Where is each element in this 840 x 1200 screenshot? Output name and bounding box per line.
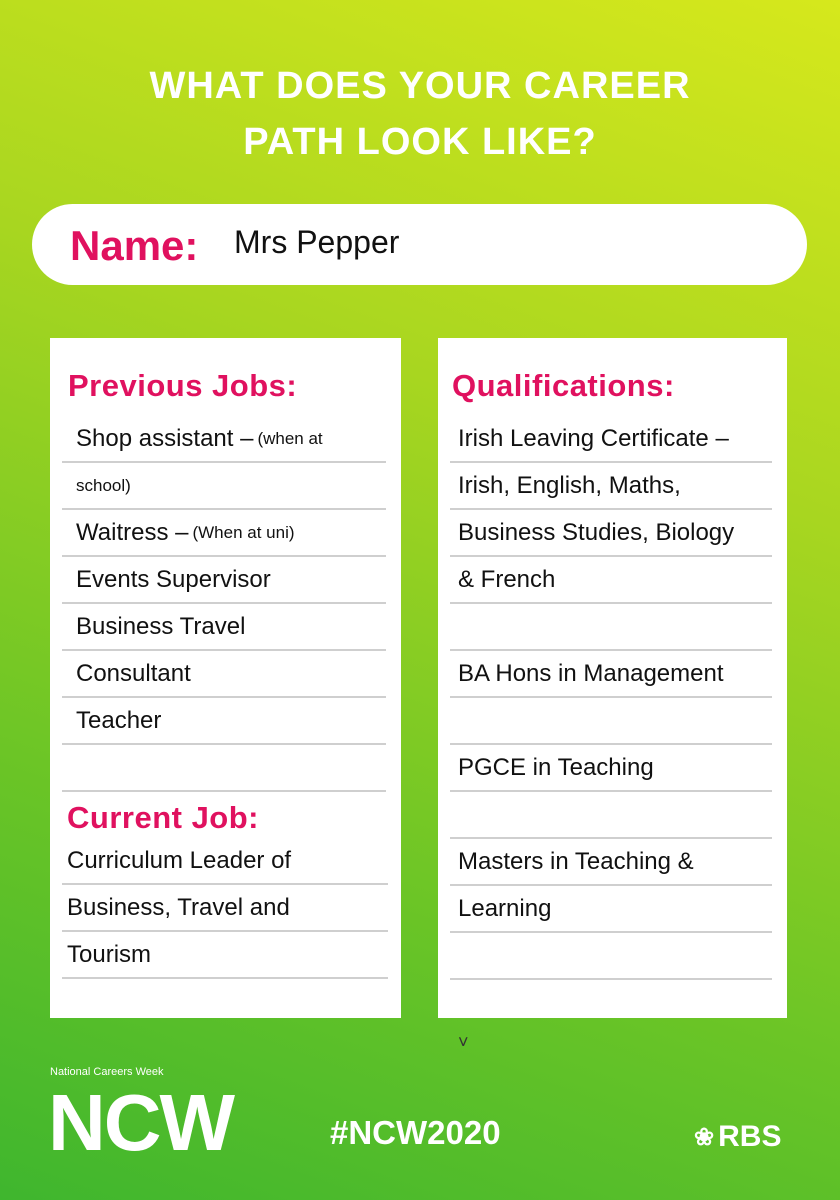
list-item (62, 463, 386, 510)
list-item (450, 745, 772, 792)
qualification-line: PGCE in Teaching (458, 753, 654, 781)
list-item (450, 698, 772, 745)
list-item (62, 604, 386, 651)
list-item (62, 838, 388, 885)
ncw-caption: National Careers Week (50, 1066, 164, 1078)
list-item (62, 745, 386, 792)
list-item (450, 839, 772, 886)
job-note: (When at uni) (192, 522, 295, 542)
qualification-line: Business Studies, Biology (458, 518, 735, 546)
name-field[interactable] (32, 204, 807, 285)
qualification-line: Irish Leaving Certificate – (458, 424, 729, 452)
qualification-line: Irish, English, Maths, (458, 471, 681, 499)
page-title (0, 58, 840, 170)
name-value: Mrs Pepper (234, 224, 400, 260)
list-item (450, 933, 772, 980)
list-item (62, 698, 386, 745)
job-title: Business Travel (76, 612, 246, 640)
list-item (450, 886, 772, 933)
current-job-line: Tourism (67, 940, 152, 968)
list-item (450, 510, 772, 557)
previous-jobs-heading: Previous Jobs: (68, 368, 298, 403)
job-note: (when at (257, 428, 323, 448)
qualification-line: BA Hons in Management (458, 659, 724, 687)
list-item (62, 510, 386, 557)
jobs-card (50, 338, 401, 1018)
qualification-line: Learning (458, 894, 552, 922)
rbs-daisy-icon: ❀ (694, 1123, 715, 1151)
list-item (62, 651, 386, 698)
chevron-down-icon: ˅ (458, 1032, 469, 1052)
job-note: school) (76, 475, 131, 495)
job-title: Events Supervisor (76, 565, 271, 593)
job-title: Teacher (76, 706, 162, 734)
current-job-heading: Current Job: (67, 800, 259, 835)
list-item (62, 557, 386, 604)
sponsor-name: RBS (718, 1120, 782, 1153)
qualifications-card (438, 338, 787, 1018)
list-item (450, 651, 772, 698)
list-item (450, 792, 772, 839)
job-title: Waitress – (76, 518, 189, 546)
current-job-line: Curriculum Leader of (67, 846, 292, 874)
list-item (450, 604, 772, 651)
sponsor-logo (694, 1120, 781, 1154)
hashtag: #NCW2020 (330, 1114, 501, 1151)
list-item (450, 416, 772, 463)
ncw-logo: NCW (48, 1078, 234, 1167)
list-item (450, 557, 772, 604)
list-item (62, 932, 388, 979)
title-line-1: WHAT DOES YOUR CAREER (149, 65, 691, 107)
qualification-line: Masters in Teaching & (458, 847, 694, 875)
qualification-line: & French (458, 565, 556, 593)
title-line-2: PATH LOOK LIKE? (243, 121, 597, 163)
job-title: Consultant (76, 659, 191, 687)
current-job-line: Business, Travel and (67, 893, 290, 921)
name-label: Name: (70, 222, 199, 269)
qualifications-heading: Qualifications: (452, 368, 675, 403)
list-item (62, 885, 388, 932)
list-item (450, 463, 772, 510)
job-title: Shop assistant – (76, 424, 254, 452)
list-item (62, 416, 386, 463)
